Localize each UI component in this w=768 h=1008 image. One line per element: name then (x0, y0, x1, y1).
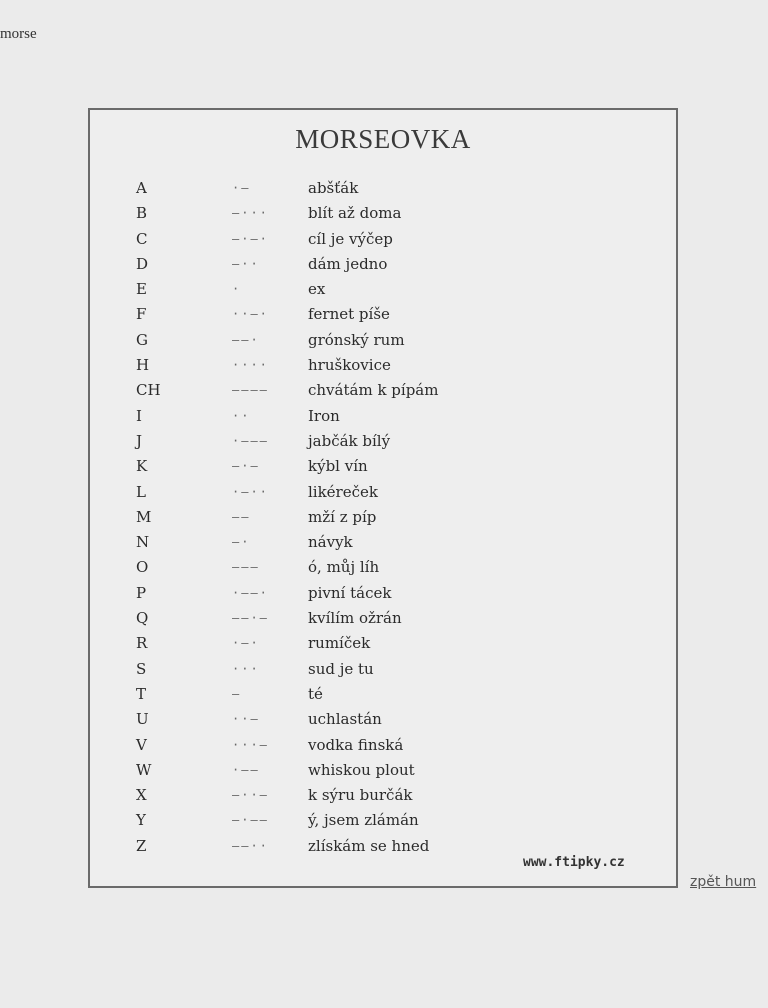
morse-letter: J (136, 431, 143, 450)
morse-letter: V (136, 735, 147, 754)
morse-code: –·· (232, 256, 260, 271)
morse-code: –··· (232, 206, 269, 221)
morse-code: ·––· (232, 585, 269, 600)
morse-letter: Y (136, 811, 146, 830)
mnemonic-phrase: zlískám se hned (308, 836, 430, 855)
morse-code: ––·– (232, 611, 269, 626)
morse-row (90, 583, 676, 608)
morse-code: ·–· (232, 636, 260, 651)
watermark: www.ftipky.cz (523, 855, 625, 870)
morse-code: ·· (232, 408, 251, 423)
morse-code: –––– (232, 383, 269, 398)
mnemonic-phrase: pivní tácek (308, 583, 392, 602)
morse-letter: X (136, 786, 147, 805)
morse-letter: O (136, 558, 149, 577)
morse-row (90, 810, 676, 835)
morse-code: · (232, 282, 242, 297)
morse-row (90, 431, 676, 456)
mnemonic-phrase: blít až doma (308, 204, 402, 223)
morse-code: ·–– (232, 762, 260, 777)
morse-code: ··– (232, 712, 260, 727)
mnemonic-phrase: sud je tu (308, 659, 374, 678)
mnemonic-phrase: uchlastán (308, 710, 382, 729)
morse-letter: F (136, 305, 147, 324)
morse-row (90, 557, 676, 582)
morse-letter: I (136, 406, 142, 425)
morse-code: ·–·· (232, 484, 269, 499)
morse-letter: K (136, 457, 148, 476)
mnemonic-phrase: té (308, 684, 323, 703)
mnemonic-phrase: kýbl vín (308, 457, 368, 476)
mnemonic-phrase: ex (308, 280, 326, 299)
morse-letter: M (136, 507, 152, 526)
mnemonic-phrase: grónský rum (308, 330, 405, 349)
morse-row (90, 608, 676, 633)
morse-letter: D (136, 254, 149, 273)
morse-code: –· (232, 535, 251, 550)
mnemonic-phrase: Iron (308, 406, 340, 425)
mnemonic-phrase: kvílím ožrán (308, 609, 402, 628)
morse-letter: R (136, 634, 148, 653)
morse-letter: C (136, 229, 148, 248)
mnemonic-phrase: návyk (308, 533, 353, 552)
morse-letter: N (136, 533, 150, 552)
morse-table (90, 178, 676, 861)
morse-code: ···– (232, 737, 269, 752)
morse-row (90, 380, 676, 405)
morse-row (90, 254, 676, 279)
morse-row (90, 709, 676, 734)
morse-row (90, 178, 676, 203)
mnemonic-phrase: likéreček (308, 482, 378, 501)
mnemonic-phrase: jabčák bílý (308, 431, 391, 450)
mnemonic-phrase: mží z píp (308, 507, 377, 526)
morse-code: ···· (232, 358, 269, 373)
card-title: MORSEOVKA (295, 124, 471, 154)
morse-code: ··· (232, 661, 260, 676)
morse-row (90, 482, 676, 507)
morse-code: –·– (232, 459, 260, 474)
mnemonic-phrase: ó, můj líh (308, 558, 380, 577)
mnemonic-phrase: k sýru burčák (308, 786, 413, 805)
morse-row (90, 684, 676, 709)
morse-card-image (88, 108, 678, 888)
mnemonic-phrase: abšťák (308, 179, 359, 197)
morse-row (90, 760, 676, 785)
morse-code: –··– (232, 788, 269, 803)
morse-row (90, 203, 676, 228)
morse-letter: Z (136, 836, 147, 855)
morse-code: ––· (232, 332, 260, 347)
morse-letter: S (136, 659, 147, 678)
mnemonic-phrase: vodka finská (308, 735, 404, 754)
morse-row (90, 659, 676, 684)
mnemonic-phrase: rumíček (308, 634, 371, 653)
morse-row (90, 406, 676, 431)
morse-letter: A (136, 179, 147, 197)
morse-letter: H (136, 356, 150, 375)
morse-code: – (232, 686, 242, 701)
morse-row (90, 456, 676, 481)
morse-code: ––– (232, 560, 260, 575)
morse-row (90, 229, 676, 254)
morse-code: ··–· (232, 307, 269, 322)
morse-row (90, 785, 676, 810)
morse-row (90, 355, 676, 380)
morse-letter: E (136, 280, 147, 299)
morse-code: –·–– (232, 813, 269, 828)
morse-row (90, 304, 676, 329)
morse-row (90, 735, 676, 760)
mnemonic-phrase: hruškovice (308, 356, 391, 375)
morse-letter: W (136, 760, 152, 779)
morse-row (90, 330, 676, 355)
morse-row (90, 532, 676, 557)
morse-row (90, 279, 676, 304)
back-home-link[interactable]: zpět hum (690, 874, 757, 890)
morse-letter: P (136, 583, 147, 602)
morse-letter: T (136, 684, 147, 703)
morse-code: ––·· (232, 838, 269, 853)
mnemonic-phrase: ý, jsem zlámán (308, 811, 419, 830)
morse-letter: U (136, 710, 149, 729)
morse-code: ·– (232, 181, 251, 195)
morse-letter: CH (136, 381, 161, 400)
morse-code: –– (232, 509, 251, 524)
morse-letter: L (136, 482, 146, 501)
page-label: morse (0, 26, 37, 42)
mnemonic-phrase: dám jedno (308, 254, 388, 273)
mnemonic-phrase: chvátám k pípám (308, 381, 439, 400)
morse-letter: Q (136, 609, 149, 628)
mnemonic-phrase: cíl je výčep (308, 229, 393, 248)
morse-row (90, 507, 676, 532)
morse-letter: G (136, 330, 148, 349)
morse-code: ·––– (232, 433, 269, 448)
mnemonic-phrase: whiskou plout (308, 760, 415, 779)
morse-row (90, 633, 676, 658)
morse-code: –·–· (232, 231, 269, 246)
morse-letter: B (136, 204, 148, 223)
mnemonic-phrase: fernet píše (308, 305, 390, 324)
